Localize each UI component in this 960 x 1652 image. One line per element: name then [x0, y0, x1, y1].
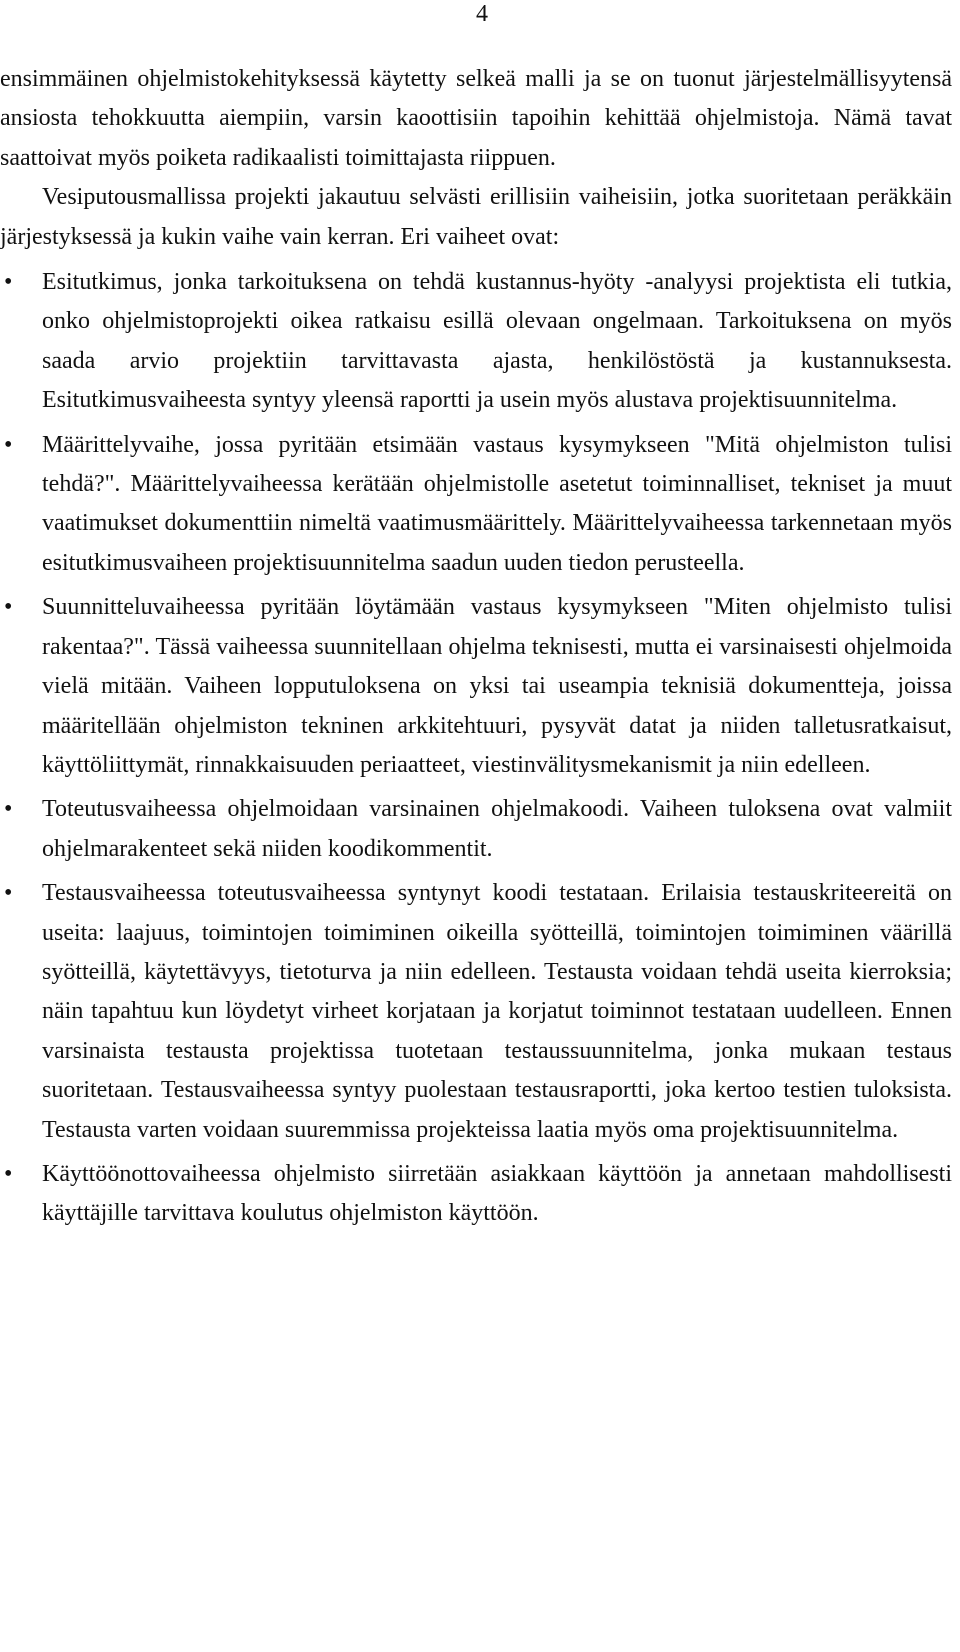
- list-item-text: Käyttöönottovaiheessa ohjelmisto siirretään asiakkaan käyttöön ja annetaan mahdollisesti käyttäjille tarvittava koulutus ohjelmiston käyttöön.: [42, 1160, 952, 1227]
- bullet-icon: •: [4, 594, 13, 621]
- document-body: [0, 60, 952, 1239]
- list-item-text: Toteutusvaiheessa ohjelmoidaan varsinainen ohjelmakoodi. Vaiheen tuloksena ovat valmiit ohjelmarakenteet sekä niiden koodikommentit.: [42, 796, 952, 862]
- bullet-icon: •: [4, 269, 13, 296]
- bullet-icon: •: [4, 431, 13, 458]
- phase-list: [0, 263, 952, 1234]
- waterfall-paragraph: Vesiputousmallissa projekti jakautuu selvästi erillisiin vaiheisiin, jotka suoritetaan peräkkäin järjestyksessä ja kukin vaihe vain kerran. Eri vaiheet ovat:: [0, 184, 952, 250]
- list-item-text: Suunnitteluvaiheessa pyritään löytämään vastaus kysymykseen "Miten ohjelmisto tulisi rakentaa?". Tässä vaiheessa suunnitellaan ohjelma teknisesti, mutta ei varsinaisesti ohjelmoida vielä mitään. Vaiheen lopputuloksena on yksi tai useampia teknisiä dokumentteja, joissa määritellään ohjelmiston tekninen arkkitehtuuri, pysyvät datat ja niiden talletusratkaisut, käyttöliittymät, rinnakkaisuuden periaatteet, viestinvälitysmekanismit ja niin edelleen.: [42, 594, 952, 778]
- bullet-icon: •: [4, 880, 13, 907]
- list-item-maarittely: [0, 426, 952, 584]
- page-number: 4: [476, 1, 488, 27]
- bullet-icon: •: [4, 796, 13, 823]
- list-item-suunnittelu: [0, 588, 952, 785]
- list-item-text: Määrittelyvaihe, jossa pyritään etsimään vastaus kysymykseen "Mitä ohjelmiston tulisi tehdä?". Määrittelyvaiheessa kerätään ohjelmistolle asetetut toiminnalliset, tekniset ja muut vaatimukset dokumenttiin nimeltä vaatimusmäärittely. Määrittelyvaiheessa tarkennetaan myös esitutkimusvaiheen projektisuunnitelma saadun uuden tiedon perusteella.: [42, 431, 952, 576]
- list-item-testaus: [0, 874, 952, 1150]
- list-item-kayttoonotto: [0, 1155, 952, 1234]
- list-item-text: Testausvaiheessa toteutusvaiheessa syntynyt koodi testataan. Erilaisia testauskriteereitä on useita: laajuus, toimintojen toimiminen oikeilla syötteillä, toimintojen toimiminen väärillä syötteillä, käytettävyys, tietoturva ja niin edelleen. Testausta voidaan tehdä useita kierroksia; näin tapahtuu kun löydetyt virheet korjataan ja korjatut toiminnot testataan uudelleen. Ennen varsinaista testausta projektissa tuotetaan testaussuunnitelma, jonka mukaan testaus suoritetaan. Testausvaiheessa syntyy puolestaan testausraportti, joka kertoo testien tuloksista. Testausta varten voidaan suuremmissa projekteissa laatia myös oma projektisuunnitelma.: [42, 880, 952, 1143]
- intro-paragraph: ensimmäinen ohjelmistokehityksessä käytetty selkeä malli ja se on tuonut järjestelmällisyytensä ansiosta tehokkuutta aiempiin, varsin kaoottisiin tapoihin kehittää ohjelmistoja. Nämä tavat saattoivat myös poiketa radikaalisti toimittajasta riippuen.: [0, 66, 952, 171]
- list-item-esitutkimus: [0, 263, 952, 421]
- list-item-text: Esitutkimus, jonka tarkoituksena on tehdä kustannus-hyöty -analyysi projektista eli tutkia, onko ohjelmistoprojekti oikea ratkaisu esillä olevaan ongelmaan. Tarkoituksena on myös saada arvio projektiin tarvittavasta ajasta, henkilöstöstä ja kustannuksesta. Esitutkimusvaiheesta syntyy yleensä raportti ja usein myös alustava projektisuunnitelma.: [42, 269, 952, 414]
- bullet-icon: •: [4, 1160, 13, 1187]
- list-item-toteutus: [0, 790, 952, 869]
